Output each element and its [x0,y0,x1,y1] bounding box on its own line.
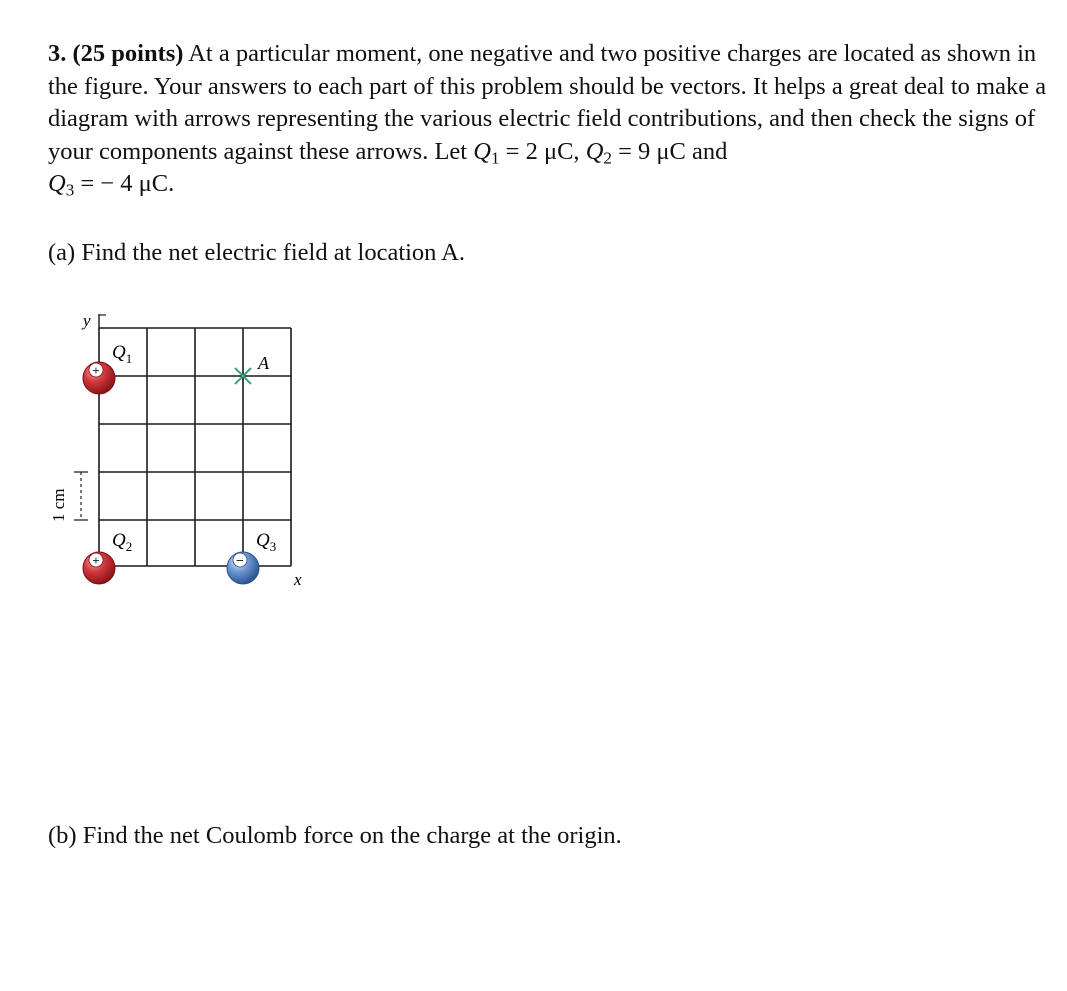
y-axis [81,311,106,330]
charge-grid-figure [40,300,320,600]
q1-label: $Q_1$ [112,342,133,366]
scale-bar [49,472,88,522]
and-word: and [692,137,728,165]
q1-sign: + [92,363,100,378]
q1-definition: $Q_1$ [473,137,500,167]
part-a-question: (a) Find the net electric field at location A. [48,239,466,266]
scale-label: 1 cm [49,488,68,522]
q2-sign: + [92,553,100,568]
charge-q3 [227,530,276,584]
problem-statement [48,38,1058,201]
charge-q2 [83,530,132,584]
problem-points: (25 points) [72,40,184,67]
problem-number: 3. [48,40,67,67]
q3-value: = − 4 μC. [80,170,175,197]
y-axis-label: y [83,311,91,330]
q3-label: $Q_3$ [256,530,277,554]
q3-sign: − [236,554,244,569]
problem-intro: At a particular moment, one negative and two positive charges are located as shown in the figure. Your answers to each part of this problem should be vectors. It helps a great deal to make a diagram with arrows representing the various electric field contributions, and then check the signs of your components against these arrows. Let [48,40,1047,165]
q2-value: = 9 μC [618,137,686,165]
x-axis-label: x [294,570,302,589]
charge-q1 [83,342,132,394]
q2-definition: $Q_2$ [585,137,612,167]
part-b-question: (b) Find the net Coulomb force on the charge at the origin. [48,822,622,849]
q2-label: $Q_2$ [112,530,133,554]
location-a-marker [235,353,270,384]
q3-definition: $Q_3$ [48,170,75,200]
q1-value: = 2 μC, [505,137,580,165]
location-a-label: A [258,353,269,373]
